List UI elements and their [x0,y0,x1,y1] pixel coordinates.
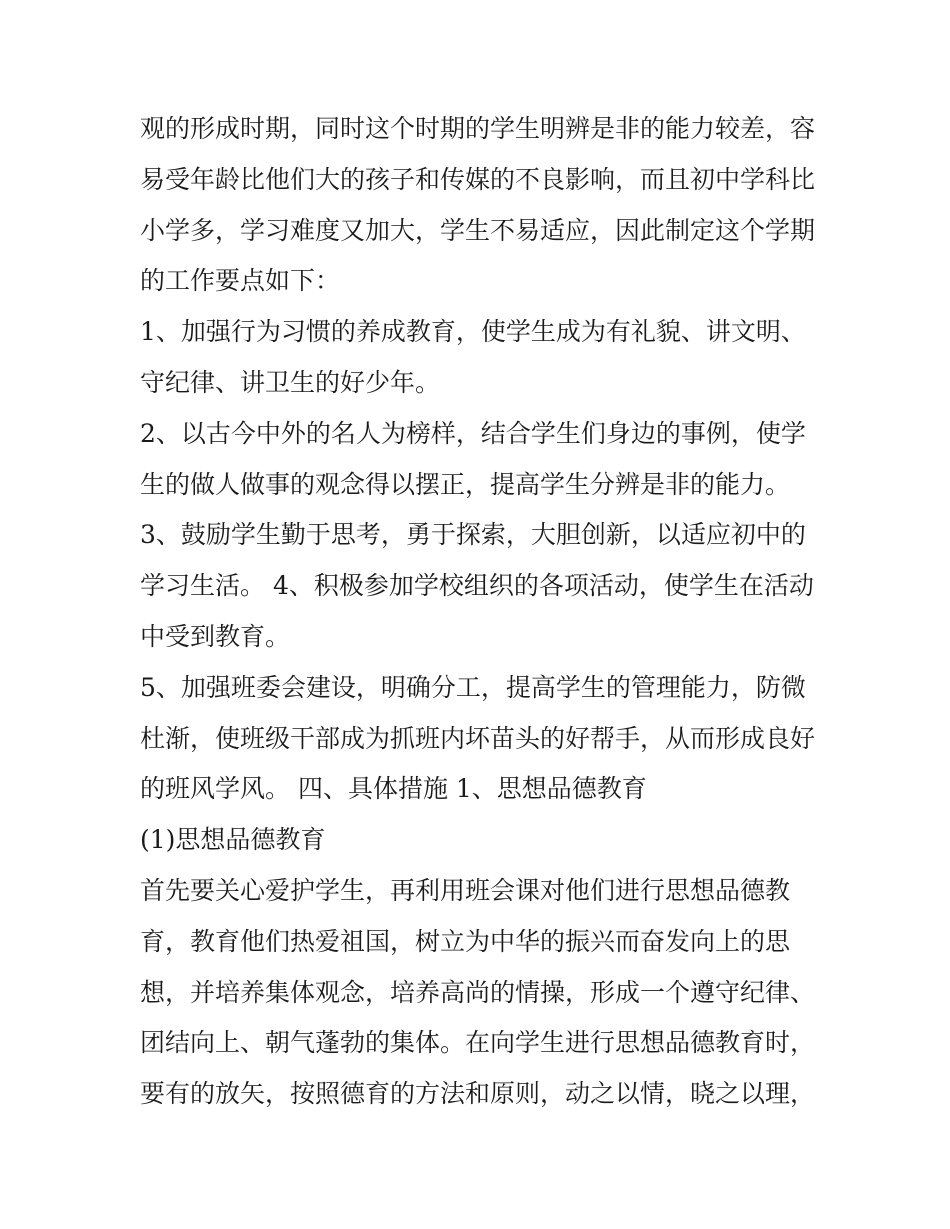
text-line: 5、加强班委会建设，明确分工，提高学生的管理能力，防微 [140,672,806,702]
text-line: (1)思想品德教育 [140,825,326,855]
text-line: 小学多，学习难度又加大，学生不易适应，因此制定这个学期 [140,215,816,245]
text-line: 学习生活。 4、积极参加学校组织的各项活动，使学生在活动 [140,571,814,601]
text-line: 首先要关心爱护学生，再利用班会课对他们进行思想品德教 [140,875,791,905]
text-line: 1、加强行为习惯的养成教育，使学生成为有礼貌、讲文明、 [140,317,806,347]
text-line: 观的形成时期，同时这个时期的学生明辨是非的能力较差，容 [140,114,816,143]
text-line: 要有的放矢，按照德育的方法和原则，动之以情，晓之以理， [140,1079,816,1109]
text-line: 生的做人做事的观念得以摆正，提高学生分辨是非的能力。 [140,469,791,499]
text-line: 的班风学风。 四、具体措施 1、思想品德教育 [140,774,647,804]
document-body [140,104,820,1120]
text-line: 3、鼓励学生勤于思考，勇于探索，大胆创新，以适应初中的 [140,520,806,550]
text-line: 想，并培养集体观念，培养高尚的情操，形成一个遵守纪律、 [140,977,816,1007]
text-line: 中受到教育。 [140,621,291,651]
text-line: 杜渐，使班级干部成为抓班内坏苗头的好帮手，从而形成良好 [140,723,816,753]
text-line: 守纪律、讲卫生的好少年。 [140,367,441,397]
text-line: 的工作要点如下： [140,266,341,296]
text-line: 育，教育他们热爱祖国，树立为中华的振兴而奋发向上的思 [140,926,791,956]
text-line: 团结向上、朝气蓬勃的集体。在向学生进行思想品德教育时， [140,1028,816,1058]
text-line: 易受年龄比他们大的孩子和传媒的不良影响，而且初中学科比 [140,164,816,194]
text-line: 2、以古今中外的名人为榜样，结合学生们身边的事例，使学 [140,418,806,448]
